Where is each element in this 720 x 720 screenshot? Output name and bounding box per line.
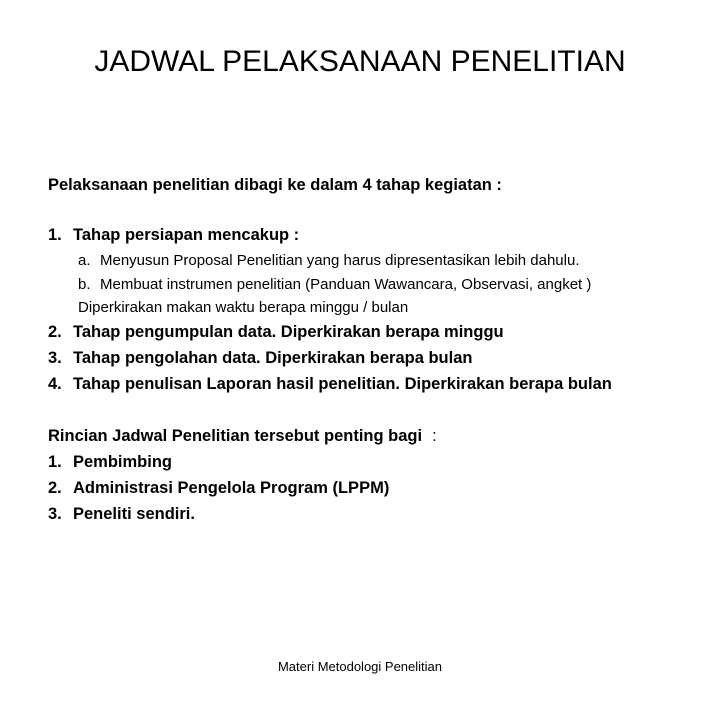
rincian-number: 1. xyxy=(48,453,62,471)
stage-item-4 xyxy=(48,375,612,394)
rincian-item-2 xyxy=(48,479,389,498)
footer-text: Materi Metodologi Penelitian xyxy=(277,659,443,674)
rincian-number: 3. xyxy=(48,505,62,523)
rincian-item-3 xyxy=(48,505,195,524)
rincian-number: 2. xyxy=(48,479,62,497)
stage1-sub-item-b xyxy=(78,276,591,293)
rincian-text: Administrasi Pengelola Program (LPPM) xyxy=(73,479,390,497)
page-title: JADWAL PELAKSANAAN PENELITIAN xyxy=(94,45,626,78)
stage-item-3 xyxy=(48,349,472,368)
sub-letter: a. xyxy=(78,252,91,269)
rincian-heading-text: Rincian Jadwal Penelitian tersebut penting bagi xyxy=(48,427,423,445)
rincian-heading xyxy=(48,427,437,446)
sub-text: Membuat instrumen penelitian (Panduan Wawancara, Observasi, angket ) xyxy=(100,276,592,293)
rincian-heading-colon: : xyxy=(432,427,437,445)
stage-item-1 xyxy=(48,226,299,245)
rincian-text: Pembimbing xyxy=(73,453,173,471)
stage-item-2 xyxy=(48,323,504,342)
intro-text: Pelaksanaan penelitian dibagi ke dalam 4 tahap kegiatan : xyxy=(48,176,502,194)
stage-text: Tahap pengumpulan data. Diperkirakan berapa minggu xyxy=(73,323,504,341)
stage-number: 2. xyxy=(48,323,62,341)
rincian-item-1 xyxy=(48,453,172,472)
stage-text: Tahap pengolahan data. Diperkirakan berapa bulan xyxy=(73,349,473,367)
sub-letter: b. xyxy=(78,276,91,293)
stage-number: 4. xyxy=(48,375,62,393)
stage-number: 3. xyxy=(48,349,62,367)
stage-text: Tahap penulisan Laporan hasil penelitian. Diperkirakan berapa bulan xyxy=(73,375,612,393)
stage1-note: Diperkirakan makan waktu berapa minggu / bulan xyxy=(78,299,409,316)
stage-number: 1. xyxy=(48,226,62,244)
stage1-sub-item-a xyxy=(78,252,579,269)
rincian-text: Peneliti sendiri. xyxy=(73,505,195,523)
sub-text: Menyusun Proposal Penelitian yang harus dipresentasikan lebih dahulu. xyxy=(100,252,580,269)
stage-text: Tahap persiapan mencakup : xyxy=(73,226,300,244)
